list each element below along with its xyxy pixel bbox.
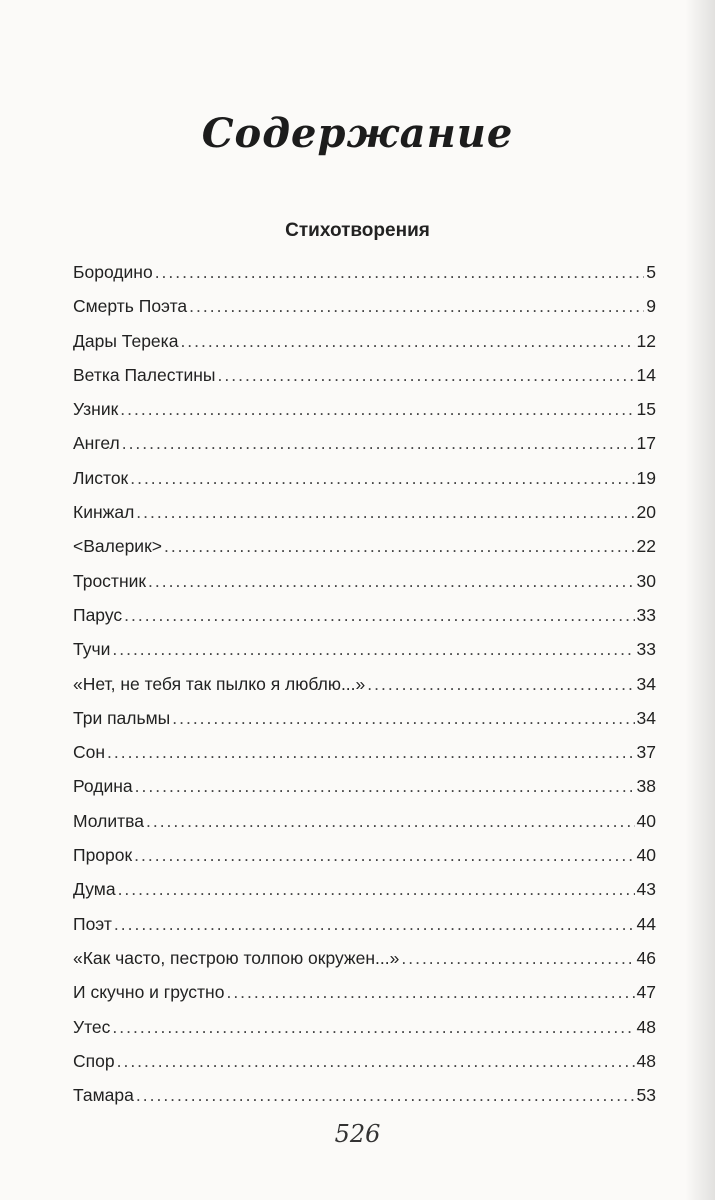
toc-entry-title: Ветка Палестины — [73, 364, 216, 385]
page-title: Содержание — [201, 110, 514, 157]
toc-entry-title: Тучи — [73, 639, 111, 660]
toc-entry-page: 22 — [636, 536, 656, 557]
toc-entry — [73, 495, 656, 529]
toc-entry-title: Узник — [73, 399, 119, 420]
toc-leader-dots — [146, 804, 635, 838]
toc-leader-dots — [122, 426, 635, 460]
toc-entry-page: 40 — [636, 810, 656, 831]
toc-entry-title: Парус — [73, 604, 123, 625]
toc-entry — [73, 1044, 656, 1078]
toc-entry — [73, 701, 656, 735]
toc-leader-dots — [130, 461, 634, 495]
toc-leader-dots — [218, 358, 635, 392]
toc-entry-page: 33 — [636, 604, 656, 625]
toc-leader-dots — [107, 735, 634, 769]
toc-entry-page: 53 — [636, 1085, 656, 1106]
toc-entry-title: Поэт — [73, 913, 112, 934]
toc-entry-page: 33 — [636, 639, 656, 660]
toc-entry-title: Тамара — [73, 1085, 134, 1106]
toc-entry — [73, 564, 656, 598]
toc-entry — [73, 769, 656, 803]
toc-entry-title: Родина — [73, 776, 133, 797]
page-spine-shadow — [685, 0, 715, 1200]
toc-entry-title: Спор — [73, 1050, 115, 1071]
toc-entry-page: 19 — [636, 467, 656, 488]
toc-leader-dots — [135, 769, 635, 803]
toc-entry-page: 48 — [636, 1050, 656, 1071]
toc-leader-dots — [172, 701, 634, 735]
toc-entry-page: 38 — [636, 776, 656, 797]
toc-leader-dots — [148, 564, 634, 598]
toc-entry — [73, 324, 656, 358]
toc-entry-title: Сон — [73, 742, 106, 763]
table-of-contents — [73, 255, 656, 1112]
toc-entry — [73, 907, 656, 941]
toc-entry-page: 30 — [636, 570, 656, 591]
toc-entry-page: 43 — [636, 879, 656, 900]
toc-entry — [73, 392, 656, 426]
toc-entry — [73, 975, 656, 1009]
toc-entry — [73, 804, 656, 838]
toc-entry-title: Бородино — [73, 262, 153, 282]
toc-entry-title: «Как часто, пестрою толпою окружен...» — [73, 947, 400, 968]
toc-entry-title: Ангел — [73, 433, 120, 454]
toc-leader-dots — [164, 529, 635, 563]
toc-entry — [73, 461, 656, 495]
toc-entry — [73, 1078, 656, 1112]
toc-entry — [73, 941, 656, 975]
toc-entry-title: Пророк — [73, 845, 133, 866]
toc-leader-dots — [134, 838, 634, 872]
toc-entry-page: 40 — [636, 845, 656, 866]
toc-entry-title: «Нет, не тебя так пылко я люблю...» — [73, 673, 366, 694]
toc-leader-dots — [155, 255, 645, 289]
toc-entry-title: Смерть Поэта — [73, 296, 188, 317]
toc-entry-page: 14 — [636, 364, 656, 385]
toc-entry — [73, 735, 656, 769]
toc-leader-dots — [117, 1044, 635, 1078]
toc-entry-page: 12 — [636, 330, 656, 351]
toc-entry — [73, 255, 656, 289]
toc-entry-page: 34 — [636, 707, 656, 728]
toc-entry — [73, 426, 656, 460]
toc-leader-dots — [136, 1078, 635, 1112]
toc-entry — [73, 529, 656, 563]
toc-entry-page: 48 — [636, 1016, 656, 1037]
toc-entry — [73, 358, 656, 392]
toc-entry-page: 44 — [636, 913, 656, 934]
toc-leader-dots — [120, 392, 634, 426]
toc-entry-page: 17 — [636, 433, 656, 454]
toc-leader-dots — [180, 324, 634, 358]
toc-leader-dots — [189, 289, 644, 323]
toc-entry-title: И скучно и грустно — [73, 982, 225, 1003]
toc-entry-title: Дары Терека — [73, 330, 179, 351]
toc-entry-title: Кинжал — [73, 502, 135, 523]
toc-leader-dots — [136, 495, 634, 529]
toc-entry — [73, 598, 656, 632]
toc-entry — [73, 632, 656, 666]
toc-leader-dots — [124, 598, 634, 632]
toc-entry-page: 46 — [636, 947, 656, 968]
toc-entry — [73, 838, 656, 872]
toc-leader-dots — [118, 872, 635, 906]
toc-entry-page: 47 — [636, 982, 656, 1003]
toc-entry-title: Тростник — [73, 570, 147, 591]
page-number: 526 — [334, 1120, 381, 1148]
toc-leader-dots — [114, 907, 635, 941]
toc-entry — [73, 667, 656, 701]
toc-entry-title: Утес — [73, 1016, 111, 1037]
toc-entry-page: 15 — [636, 399, 656, 420]
toc-entry — [73, 289, 656, 323]
toc-leader-dots — [401, 941, 634, 975]
toc-entry-page: 20 — [636, 502, 656, 523]
toc-entry-title: Дума — [73, 879, 116, 900]
section-heading: Стихотворения — [285, 220, 430, 241]
toc-leader-dots — [112, 1010, 634, 1044]
toc-entry — [73, 1010, 656, 1044]
toc-leader-dots — [367, 667, 634, 701]
toc-entry-page: 9 — [646, 296, 656, 317]
toc-entry-page: 37 — [636, 742, 656, 763]
toc-entry-title: Листок — [73, 467, 129, 488]
toc-entry-page: 5 — [646, 262, 656, 282]
toc-leader-dots — [112, 632, 634, 666]
toc-entry — [73, 872, 656, 906]
toc-entry-title: <Валерик> — [73, 536, 162, 557]
toc-entry-title: Молитва — [73, 810, 144, 831]
toc-entry-title: Три пальмы — [73, 707, 171, 728]
toc-entry-page: 34 — [636, 673, 656, 694]
toc-leader-dots — [226, 975, 634, 1009]
